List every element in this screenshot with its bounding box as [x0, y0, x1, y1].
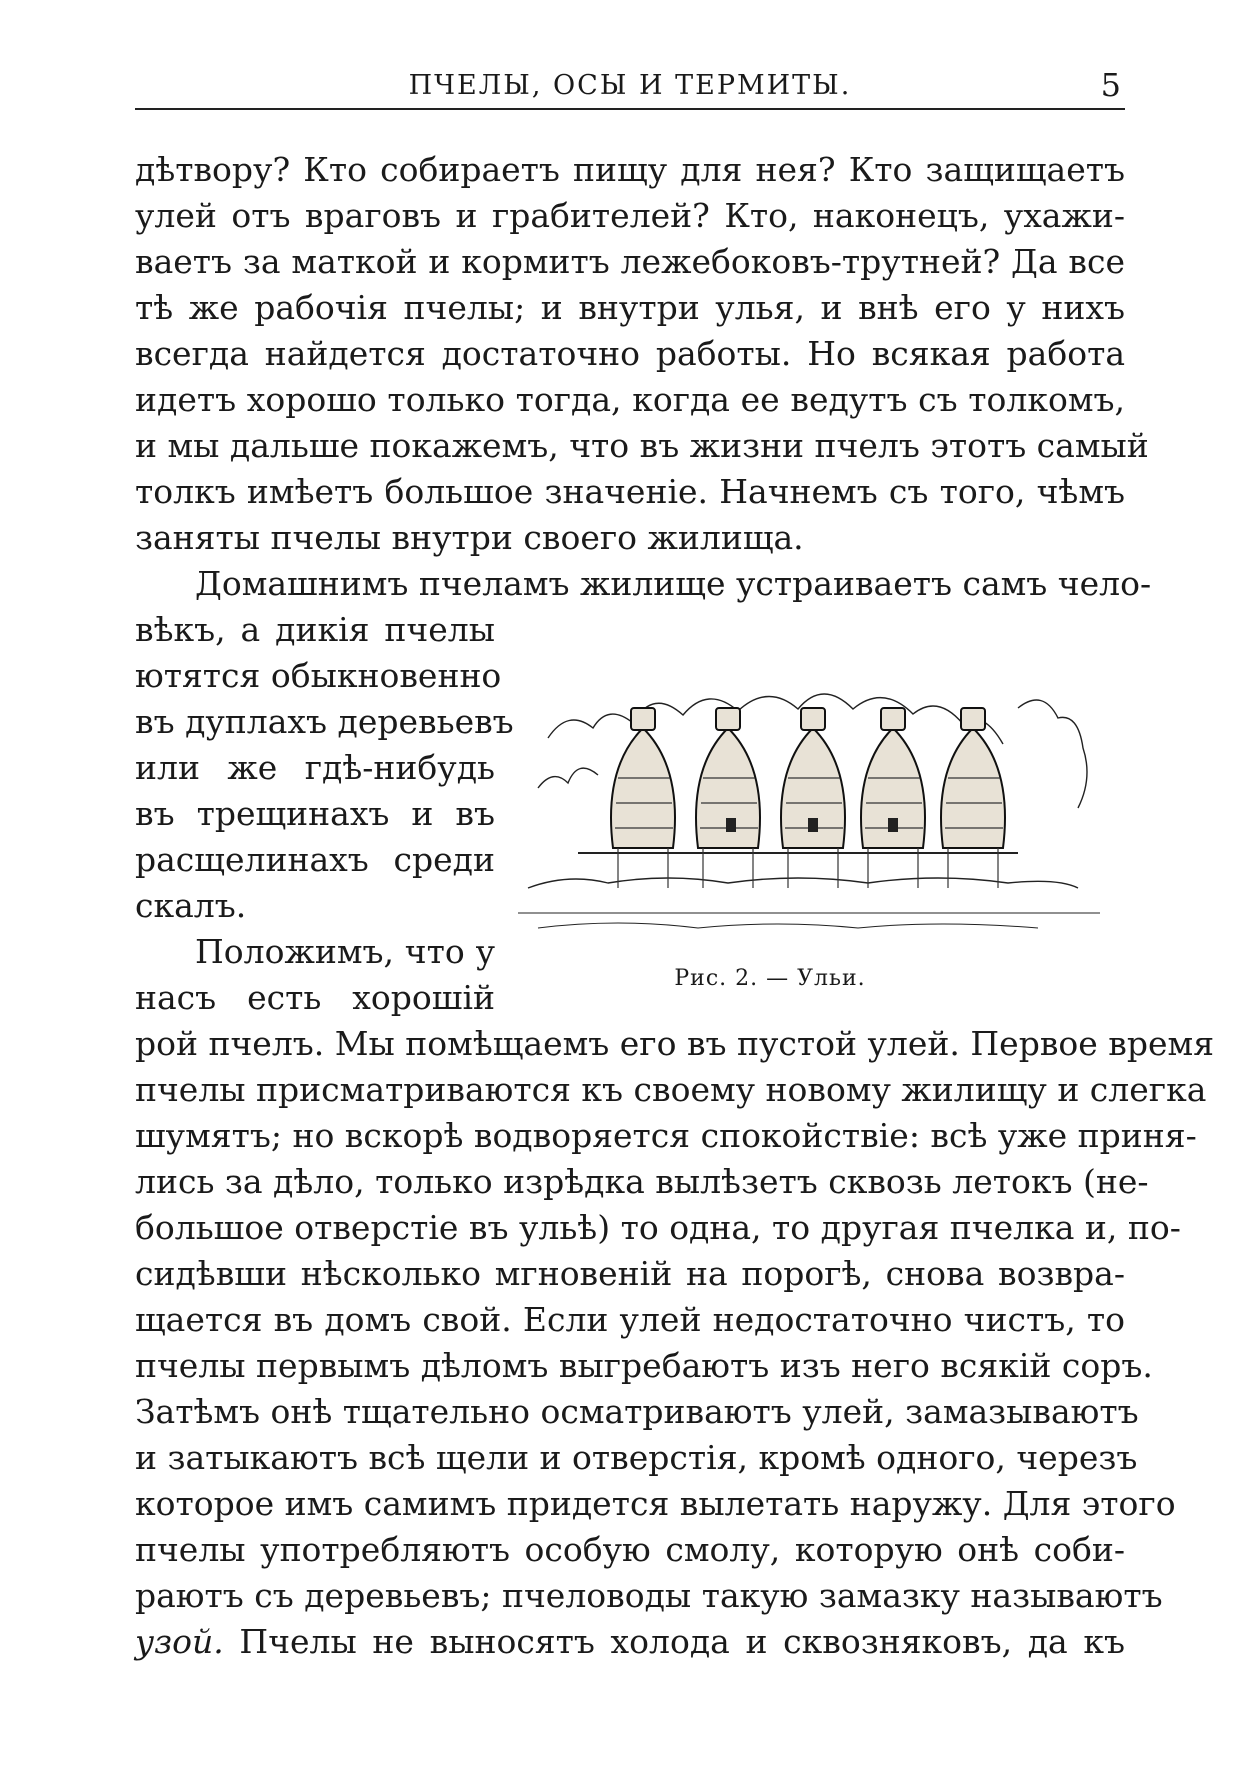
- text-line: которое имъ самимъ придется вылетать наружу. Для этого: [135, 1484, 1176, 1523]
- text-line: пчелы присматриваются къ своему новому жилищу и слегка: [135, 1070, 1207, 1109]
- text-line: Затѣмъ онѣ тщательно осматриваютъ улей, замазываютъ: [135, 1392, 1139, 1431]
- text-line: улей отъ враговъ и грабителей? Кто, наконецъ, ухажи-: [135, 196, 1125, 235]
- header-rule: [135, 108, 1125, 110]
- text-rest: Пчелы не выносятъ холода и сквозняковъ, да къ: [223, 1622, 1125, 1661]
- page-number: 5: [1100, 66, 1121, 104]
- text-line: рой пчелъ. Мы помѣщаемъ его въ пустой улей. Первое время: [135, 1024, 1215, 1063]
- text-line: расщелинахъ среди: [135, 840, 495, 879]
- text-line: всегда найдется достаточно работы. Но всякая работа: [135, 334, 1125, 373]
- text-line: толкъ имѣетъ большое значеніе. Начнемъ съ того, чѣмъ: [135, 472, 1125, 511]
- figure-caption: Рис. 2. — Ульи.: [674, 966, 866, 991]
- text-line: ваетъ за маткой и кормитъ лежебоковъ-трутней? Да все: [135, 242, 1125, 281]
- text-line: скалъ.: [135, 886, 247, 925]
- text-line: пчелы первымъ дѣломъ выгребаютъ изъ него всякій соръ.: [135, 1346, 1153, 1385]
- text-line: и мы дальше покажемъ, что въ жизни пчелъ этотъ самый: [135, 426, 1149, 465]
- text-line: или же гдѣ-нибудь: [135, 748, 495, 787]
- text-line: лись за дѣло, только изрѣдка вылѣзетъ сквозь летокъ (не-: [135, 1162, 1149, 1201]
- text-line: тѣ же рабочія пчелы; и внутри улья, и внѣ его у нихъ: [135, 288, 1125, 327]
- text-line: щается въ домъ свой. Если улей недостаточно чистъ, то: [135, 1300, 1125, 1339]
- text-line: Положимъ, что у: [195, 932, 495, 971]
- text-line: въ дуплахъ деревьевъ: [135, 702, 514, 741]
- text-line: пчелы употребляютъ особую смолу, которую онѣ соби-: [135, 1530, 1125, 1569]
- text-line: насъ есть хорошій: [135, 978, 495, 1017]
- beehives-illustration: [518, 638, 1100, 958]
- running-title: ПЧЕЛЫ, ОСЫ И ТЕРМИТЫ.: [408, 70, 852, 101]
- text-line-last: [135, 1620, 1125, 1664]
- text-line: раютъ съ деревьевъ; пчеловоды такую замазку называютъ: [135, 1576, 1163, 1615]
- italic-term: узой.: [135, 1622, 224, 1661]
- text-line: Домашнимъ пчеламъ жилище устраиваетъ самъ чело-: [195, 564, 1152, 603]
- text-line: и затыкаютъ всѣ щели и отверстія, кромѣ одного, черезъ: [135, 1438, 1138, 1477]
- text-line: вѣкъ, а дикія пчелы: [135, 610, 495, 649]
- text-line: дѣтвору? Кто собираетъ пищу для нея? Кто защищаетъ: [135, 150, 1125, 189]
- running-header: [135, 66, 1125, 110]
- text-line: ютятся обыкновенно: [135, 656, 502, 695]
- text-line: идетъ хорошо только тогда, когда ее ведутъ съ толкомъ,: [135, 380, 1125, 419]
- text-line: заняты пчелы внутри своего жилища.: [135, 518, 804, 557]
- text-line: большое отверстіе въ ульѣ) то одна, то другая пчелка и, по-: [135, 1208, 1181, 1247]
- text-line: сидѣвши нѣсколько мгновеній на порогѣ, снова возвра-: [135, 1254, 1125, 1293]
- text-line: шумятъ; но вскорѣ водворяется спокойствіе: всѣ уже приня-: [135, 1116, 1197, 1155]
- text-line: въ трещинахъ и въ: [135, 794, 495, 833]
